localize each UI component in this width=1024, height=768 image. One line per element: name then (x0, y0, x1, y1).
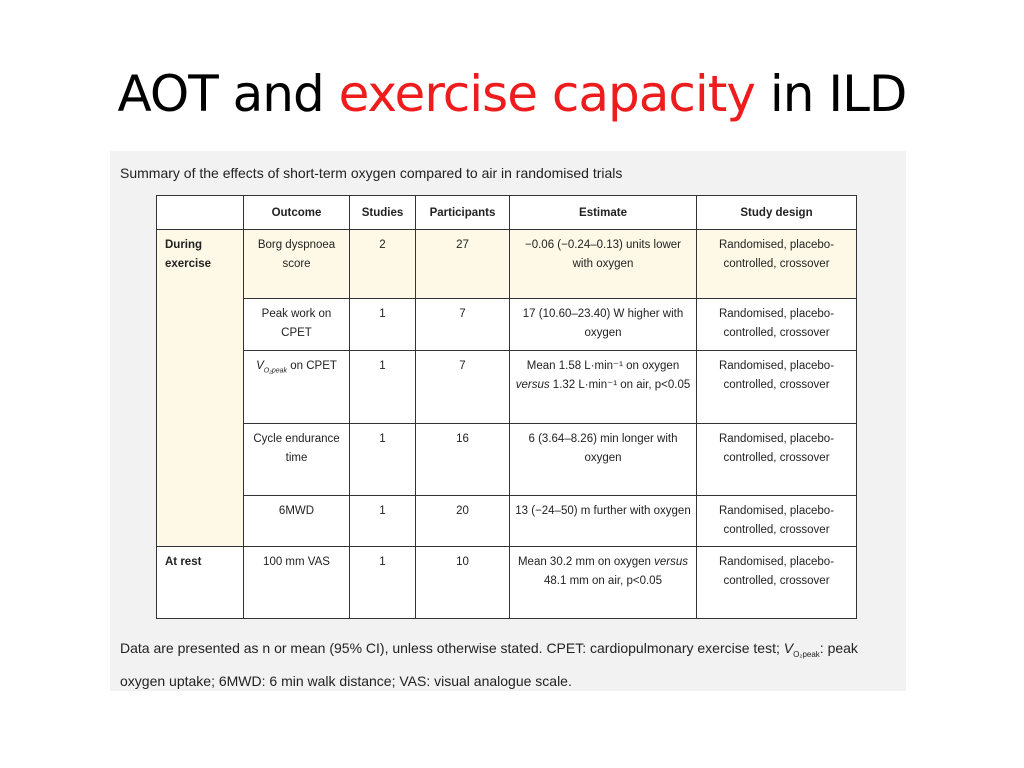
cell-participants: 27 (416, 230, 510, 299)
table-image-panel (110, 151, 906, 691)
cell-estimate: −0.06 (−0.24–0.13) units lower with oxygen (510, 230, 697, 299)
cell-outcome: Peak work on CPET (244, 299, 350, 351)
cell-outcome (244, 351, 350, 424)
cell-studies: 1 (350, 351, 416, 424)
cell-design: Randomised, placebo-controlled, crossover (697, 351, 857, 424)
estimate-part-a: Mean 30.2 mm on oxygen (517, 556, 655, 568)
title-part2: in ILD (754, 65, 907, 123)
outcome-suffix: on CPET (287, 360, 337, 372)
header-studies: Studies (350, 196, 416, 230)
cell-estimate: 13 (−24–50) m further with oxygen (510, 496, 697, 547)
results-table (156, 195, 857, 619)
cell-estimate (510, 547, 697, 619)
header-outcome: Outcome (244, 196, 350, 230)
slide-title (0, 66, 1024, 124)
table-row (157, 299, 857, 351)
cell-estimate: 6 (3.64–8.26) min longer with oxygen (510, 424, 697, 496)
cell-participants: 7 (416, 299, 510, 351)
group-at-rest: At rest (157, 547, 244, 619)
estimate-versus: versus (654, 556, 689, 568)
cell-design: Randomised, placebo-controlled, crossover (697, 230, 857, 299)
cell-outcome: Cycle endurance time (244, 424, 350, 496)
cell-participants: 16 (416, 424, 510, 496)
table-caption: Summary of the effects of short-term oxygen compared to air in randomised trials (120, 165, 623, 181)
footnote-part-b: : peak oxygen uptake; 6MWD: 6 min walk distance; VAS: visual analogue scale. (120, 640, 858, 689)
header-estimate: Estimate (510, 196, 697, 230)
cell-studies: 1 (350, 299, 416, 351)
estimate-part-b: 48.1 mm on air, p<0.05 (544, 575, 662, 587)
table-header-row (157, 196, 857, 230)
cell-design: Randomised, placebo-controlled, crossover (697, 299, 857, 351)
cell-studies: 2 (350, 230, 416, 299)
cell-studies: 1 (350, 424, 416, 496)
table-row (157, 351, 857, 424)
header-empty (157, 196, 244, 230)
estimate-versus: versus (515, 379, 550, 391)
title-part1: AOT and (117, 65, 339, 123)
cell-estimate: 17 (10.60–23.40) W higher with oxygen (510, 299, 697, 351)
vo2-subscript: O₂peak (263, 367, 288, 375)
title-highlight: exercise capacity (338, 65, 755, 123)
cell-design: Randomised, placebo-controlled, crossover (697, 547, 857, 619)
table-wrapper (156, 195, 856, 618)
table-row (157, 547, 857, 619)
cell-participants: 7 (416, 351, 510, 424)
group-during-exercise: During exercise (157, 230, 244, 547)
footnote-vo2-subscript: O₂peak (793, 649, 820, 659)
estimate-part-a: Mean 1.58 L·min⁻¹ on oxygen (526, 360, 680, 372)
cell-estimate (510, 351, 697, 424)
cell-participants: 20 (416, 496, 510, 547)
cell-outcome: Borg dyspnoea score (244, 230, 350, 299)
estimate-part-b: 1.32 L·min⁻¹ on air, p<0.05 (549, 379, 691, 391)
cell-studies: 1 (350, 547, 416, 619)
cell-design: Randomised, placebo-controlled, crossover (697, 424, 857, 496)
footnote-part-a: Data are presented as n or mean (95% CI), unless otherwise stated. CPET: cardiopulmonary exercise test; (120, 640, 784, 656)
cell-outcome: 6MWD (244, 496, 350, 547)
table-row (157, 424, 857, 496)
cell-outcome: 100 mm VAS (244, 547, 350, 619)
cell-design: Randomised, placebo-controlled, crossover (697, 496, 857, 547)
cell-studies: 1 (350, 496, 416, 547)
table-row (157, 496, 857, 547)
header-participants: Participants (416, 196, 510, 230)
vo2-symbol: V (256, 360, 264, 372)
footnote-vo2-symbol: V (783, 640, 794, 656)
table-row (157, 230, 857, 299)
header-study-design: Study design (697, 196, 857, 230)
table-footnote (120, 635, 900, 694)
cell-participants: 10 (416, 547, 510, 619)
